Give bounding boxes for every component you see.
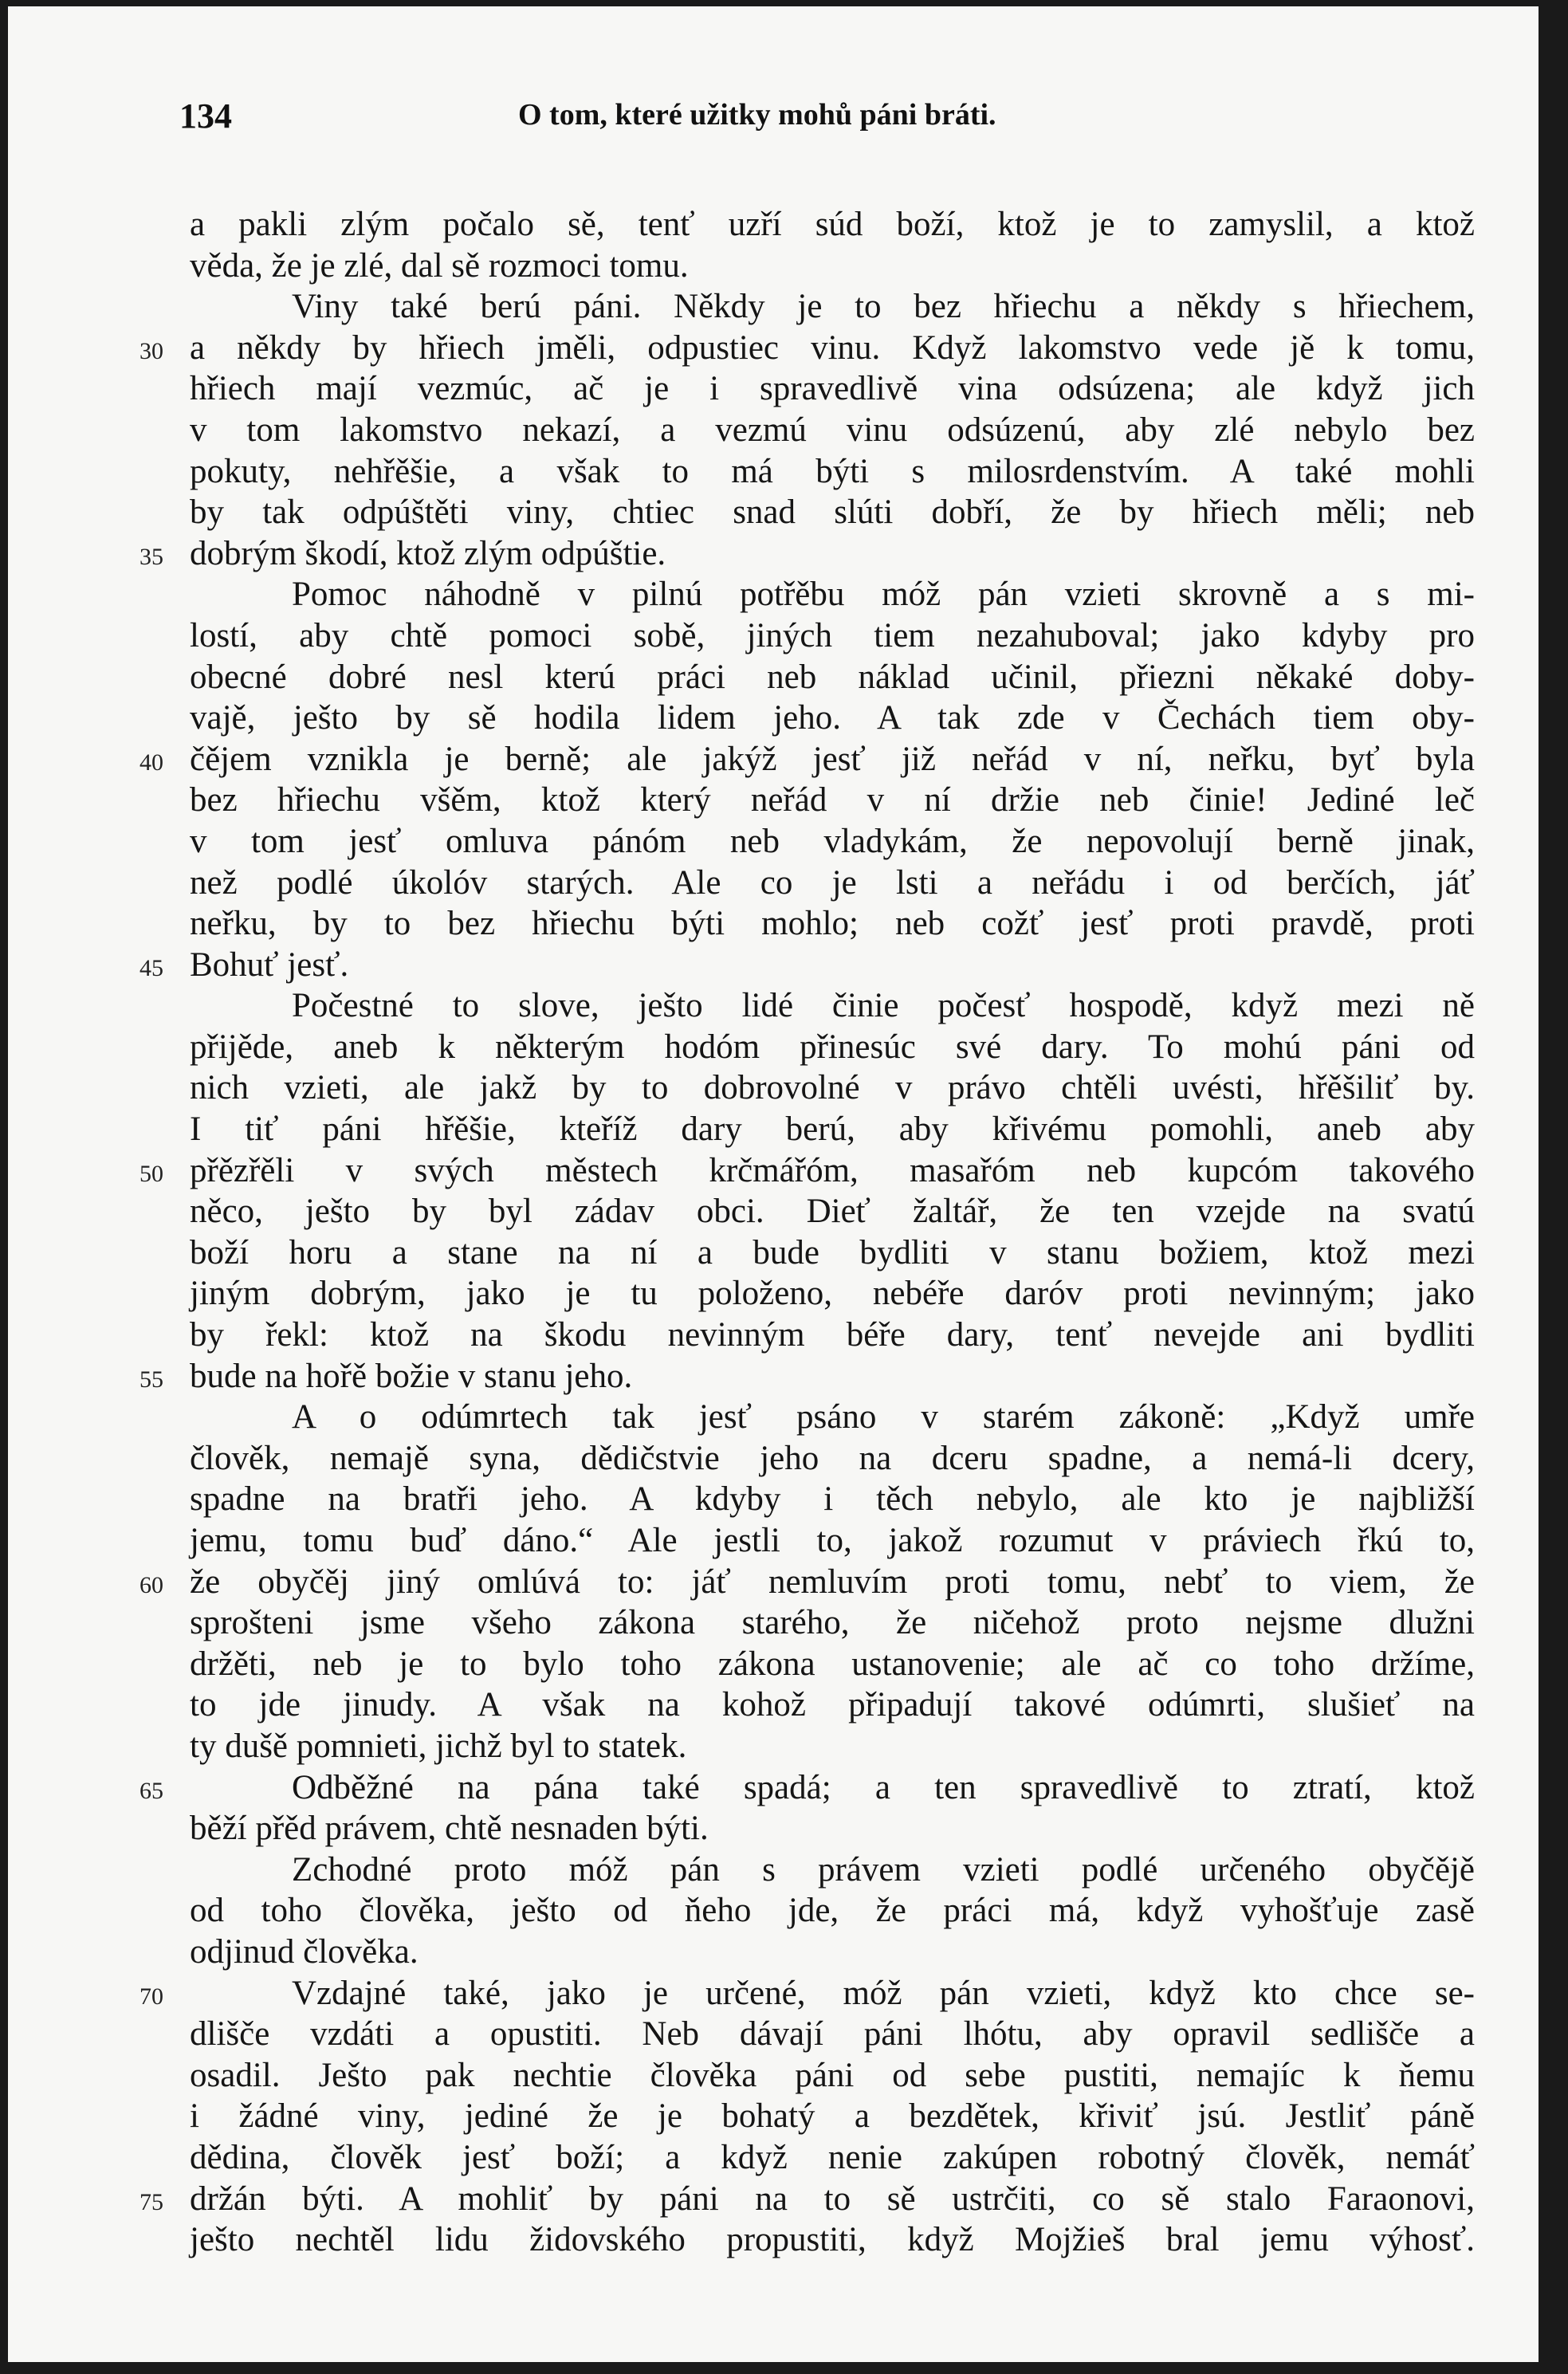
line-text: sprošteni jsme všeho zákona starého, že ničehož proto nejsme dlužni bbox=[190, 1604, 1475, 1642]
line-text: něco, ješto by byl zádav obci. Dieť žaltář, že ten vzejde na svatú bbox=[190, 1193, 1475, 1231]
text-line bbox=[8, 1932, 1539, 1973]
line-text: bez hřiechu všěm, ktož který neřád v ní držie neb činie! Jediné leč bbox=[190, 781, 1475, 820]
text-line bbox=[8, 1973, 1539, 2014]
book-page bbox=[8, 6, 1539, 2362]
text-line bbox=[8, 2014, 1539, 2055]
text-line bbox=[8, 903, 1539, 945]
line-text: než podlé úkolóv starých. Ale co je lsti a neřádu i od berčích, jáť bbox=[190, 863, 1475, 902]
text-line bbox=[8, 698, 1539, 739]
text-line bbox=[8, 1232, 1539, 1274]
page-number: 134 bbox=[179, 96, 232, 136]
line-text: jemu, tomu buď dáno.“ Ale jestli to, jakož rozumut v práviech řkú to, bbox=[190, 1522, 1475, 1559]
text-line bbox=[8, 1684, 1539, 1726]
line-text: hřiech mají vezmúc, ač je i spravedlivě vina odsúzena; ale když jich bbox=[190, 370, 1475, 408]
line-number: 45 bbox=[140, 954, 163, 981]
text-line bbox=[8, 1191, 1539, 1232]
text-line bbox=[8, 1808, 1539, 1849]
line-number: 60 bbox=[140, 1571, 163, 1598]
text-line bbox=[8, 533, 1539, 575]
line-text: Bohuť jesť. bbox=[190, 945, 349, 984]
text-line bbox=[8, 1767, 1539, 1809]
text-line bbox=[8, 985, 1539, 1027]
line-text: běží přěd právem, chtě nesnaden býti. bbox=[190, 1810, 709, 1848]
text-line bbox=[8, 286, 1539, 328]
text-line bbox=[8, 246, 1539, 287]
text-line bbox=[8, 1315, 1539, 1356]
line-text: Počestné to slove, ješto lidé činie počesť hospodě, když mezi ně bbox=[292, 987, 1475, 1025]
line-text: od toho člověka, ješto od ňeho jde, že práci má, když vyhošťuje zasě bbox=[190, 1892, 1475, 1930]
line-text: osadil. Ješto pak nechtie člověka páni od sebe pustiti, nemajíc k ňemu bbox=[190, 2056, 1475, 2094]
line-text: a pakli zlým počalo sě, tenť uzří súd boží, ktož je to zamyslil, a ktož bbox=[190, 206, 1475, 243]
line-text: ty dušě pomnieti, jichž byl to statek. bbox=[190, 1727, 687, 1765]
text-line bbox=[8, 780, 1539, 821]
line-text: neřku, by to bez hřiechu býti mohlo; neb cožť jesť proti pravdě, proti bbox=[190, 905, 1475, 943]
line-text: obecné dobré nesl kterú práci neb náklad učinil, přiezni někaké doby- bbox=[190, 658, 1475, 696]
text-line bbox=[8, 1890, 1539, 1932]
line-text: boží horu a stane na ní a bude bydliti v stanu božiem, ktož mezi bbox=[190, 1233, 1475, 1272]
text-line bbox=[8, 1520, 1539, 1562]
line-text: držán býti. A mohliť by páni na to sě ustrčiti, co sě stalo Faraonovi, bbox=[190, 2179, 1475, 2218]
line-text: přězřěli v svých městech krčmářóm, masařóm neb kupcóm takového bbox=[190, 1151, 1475, 1189]
text-line bbox=[8, 1849, 1539, 1891]
text-line bbox=[8, 1644, 1539, 1685]
line-text: bude na hořě božie v stanu jeho. bbox=[190, 1357, 633, 1395]
line-text: Odběžné na pána také spadá; a ten spravedlivě to ztratí, ktož bbox=[292, 1768, 1475, 1806]
body-text bbox=[8, 204, 1539, 2261]
text-line bbox=[8, 1397, 1539, 1438]
text-line bbox=[8, 204, 1539, 246]
line-text: to jde jinudy. A však na kohož připadují takové odúmrti, slušieť na bbox=[190, 1686, 1475, 1724]
text-line bbox=[8, 1562, 1539, 1603]
line-number: 50 bbox=[140, 1160, 163, 1187]
line-number: 65 bbox=[140, 1777, 163, 1804]
line-number: 35 bbox=[140, 543, 163, 570]
line-text: a někdy by hřiech jměli, odpustiec vinu. Když lakomstvo vede jě k tomu, bbox=[190, 328, 1475, 367]
text-line bbox=[8, 328, 1539, 369]
line-text: nich vzieti, ale jakž by to dobrovolné v právo chtěli uvésti, hřěšiliť by. bbox=[190, 1069, 1475, 1107]
line-text: že obyčěj jiný omlúvá to: jáť nemluvím proti tomu, nebť to viem, že bbox=[190, 1562, 1475, 1601]
line-text: spadne na bratři jeho. A kdyby i těch nebylo, ale kto je najbližší bbox=[190, 1480, 1475, 1519]
text-line bbox=[8, 1479, 1539, 1520]
line-text: dlišče vzdáti a opustiti. Neb dávají páni lhótu, aby opravil sedlišče a bbox=[190, 2015, 1475, 2054]
line-text: jiným dobrým, jako je tu položeno, nebéře daróv proti nevinným; jako bbox=[190, 1275, 1475, 1313]
text-line bbox=[8, 1602, 1539, 1644]
line-text: by řekl: ktož na škodu nevinným béře dary, tenť nevejde ani bydliti bbox=[190, 1316, 1475, 1354]
line-text: Zchodné proto móž pán s právem vzieti podlé určeného obyčějě bbox=[292, 1850, 1475, 1889]
line-text: Pomoc náhodně v pilnú potřěbu móž pán vzieti skrovně a s mi- bbox=[292, 576, 1475, 614]
text-line bbox=[8, 574, 1539, 615]
line-text: odjinud člověka. bbox=[190, 1932, 419, 1971]
text-line bbox=[8, 410, 1539, 451]
text-line bbox=[8, 657, 1539, 698]
line-text: držěti, neb je to bylo toho zákona ustanovenie; ale ač co toho držíme, bbox=[190, 1645, 1475, 1683]
line-number: 75 bbox=[140, 2188, 163, 2215]
text-line bbox=[8, 1273, 1539, 1315]
text-line bbox=[8, 368, 1539, 410]
text-line bbox=[8, 2137, 1539, 2179]
text-line bbox=[8, 1027, 1539, 1068]
line-number: 70 bbox=[140, 1983, 163, 2010]
text-line bbox=[8, 2219, 1539, 2261]
line-text: přijěde, aneb k některým hodóm přinesúc své dary. To mohú páni od bbox=[190, 1028, 1475, 1066]
line-number: 40 bbox=[140, 749, 163, 776]
line-text: A o odúmrtech tak jesť psáno v starém zákoně: „Když umře bbox=[292, 1398, 1475, 1437]
text-line bbox=[8, 615, 1539, 657]
page-header bbox=[8, 92, 1539, 140]
text-line bbox=[8, 739, 1539, 780]
line-text: pokuty, nehřěšie, a však to má býti s milosrdenstvím. A také mohli bbox=[190, 452, 1475, 490]
line-text: i žádné viny, jediné že je bohatý a bezdětek, křiviť jsú. Jestliť páně bbox=[190, 2097, 1475, 2136]
line-text: vajě, ješto by sě hodila lidem jeho. A tak zde v Čechách tiem oby- bbox=[190, 699, 1475, 737]
text-line bbox=[8, 2055, 1539, 2097]
text-line bbox=[8, 821, 1539, 863]
text-line bbox=[8, 863, 1539, 904]
line-text: v tom lakomstvo nekazí, a vezmú vinu odsúzenú, aby zlé nebylo bez bbox=[190, 411, 1475, 449]
line-text: I tiť páni hřěšie, kteříž dary berú, aby křivému pomohli, aneb aby bbox=[190, 1110, 1475, 1149]
text-line bbox=[8, 945, 1539, 986]
text-line bbox=[8, 1150, 1539, 1192]
text-line bbox=[8, 1356, 1539, 1397]
text-line bbox=[8, 451, 1539, 493]
text-line bbox=[8, 2179, 1539, 2220]
running-title: O tom, které užitky mohů páni bráti. bbox=[518, 98, 996, 132]
line-number: 55 bbox=[140, 1366, 163, 1393]
line-text: dědina, člověk jesť boží; a když nenie zakúpen robotný člověk, nemáť bbox=[190, 2138, 1475, 2176]
line-text: Viny také berú páni. Někdy je to bez hřiechu a někdy s hřiechem, bbox=[292, 288, 1475, 326]
text-line bbox=[8, 1438, 1539, 1480]
line-text: čějem vznikla je berně; ale jakýž jesť již neřád v ní, neřku, byť byla bbox=[190, 740, 1475, 778]
text-line bbox=[8, 2096, 1539, 2137]
line-number: 30 bbox=[140, 337, 163, 364]
line-text: lostí, aby chtě pomoci sobě, jiných tiem nezahuboval; jako kdyby pro bbox=[190, 616, 1475, 654]
line-text: ješto nechtěl lidu židovského propustiti, když Mojžieš bral jemu výhosť. bbox=[190, 2221, 1475, 2259]
text-line bbox=[8, 1067, 1539, 1109]
line-text: člověk, nemajě syna, dědičstvie jeho na dceru spadne, a nemá-li dcery, bbox=[190, 1439, 1475, 1477]
text-line bbox=[8, 1109, 1539, 1150]
line-text: věda, že je zlé, dal sě rozmoci tomu. bbox=[190, 246, 689, 285]
line-text: by tak odpúštěti viny, chtiec snad slúti dobří, že by hřiech měli; neb bbox=[190, 493, 1475, 532]
line-text: Vzdajné také, jako je určené, móž pán vzieti, když kto chce se- bbox=[292, 1974, 1475, 2012]
text-line bbox=[8, 1726, 1539, 1767]
line-text: dobrým škodí, ktož zlým odpúštie. bbox=[190, 534, 666, 572]
text-line bbox=[8, 492, 1539, 533]
line-text: v tom jesť omluva pánóm neb vladykám, že nepovolují berně jinak, bbox=[190, 822, 1475, 860]
